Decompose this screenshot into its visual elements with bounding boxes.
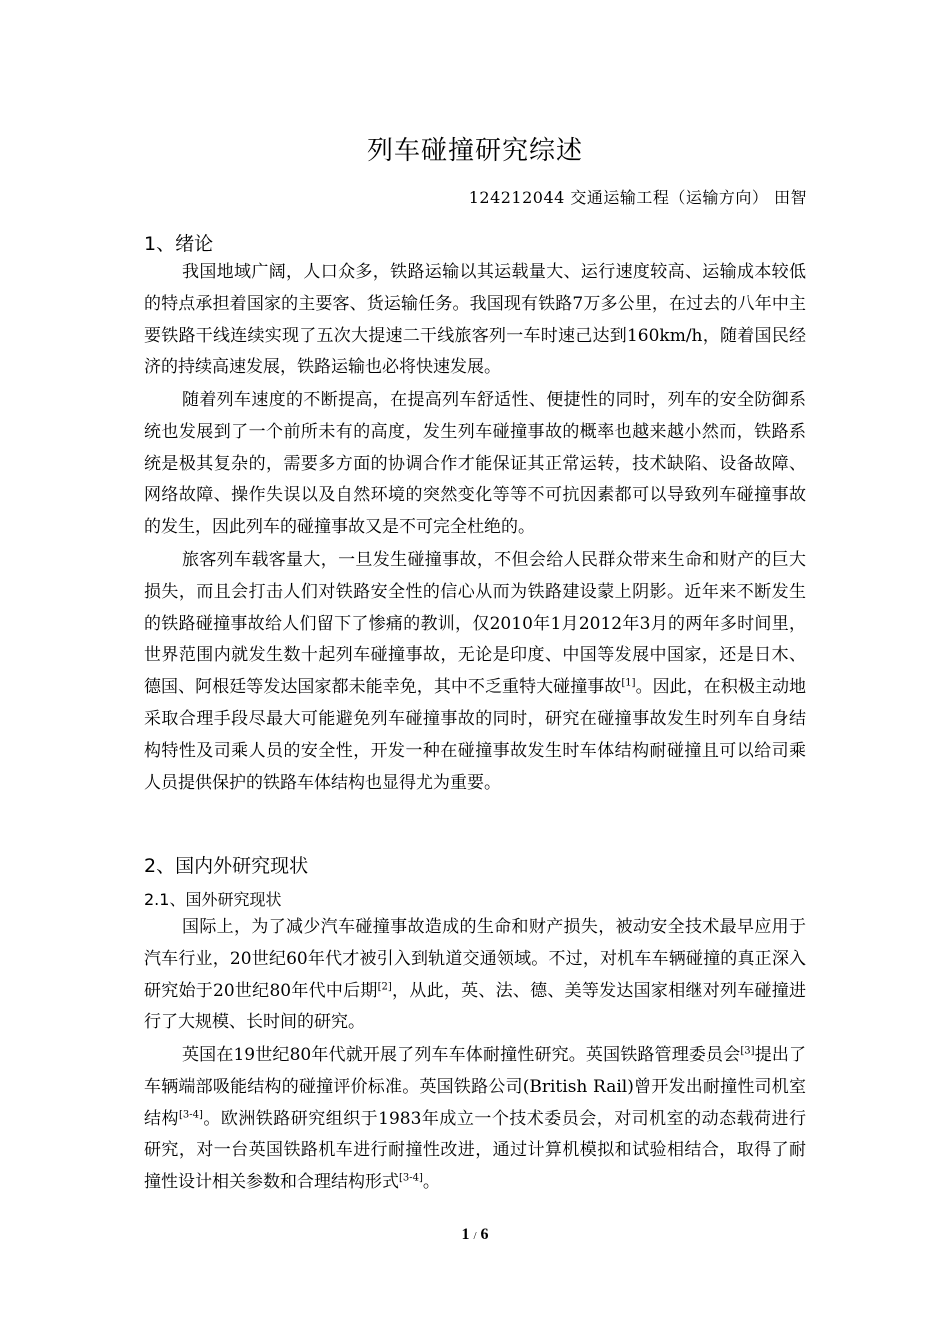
paragraph-2: 随着列车速度的不断提高，在提高列车舒适性、便捷性的同时，列车的安全防御系统也发展到了一个前所未有的高度，发生列车碰撞事故的概率也越来越小然而，铁路系统是极其复杂的，需要多方面的协调合作才能保证其正常运转，技术缺陷、设备故障、网络故障、操作失误以及自然环境的突然变化等等不可抗因素都可以导致列车碰撞事故的发生，因此列车的碰撞事故又是不可完全杜绝的。: [144, 390, 806, 538]
author-line: 124212044 交通运输工程（运输方向） 田智: [468, 188, 807, 207]
citation-ref: [3-4]: [399, 1172, 423, 1184]
document-title: 列车碰撞研究综述: [366, 136, 583, 166]
citation-ref: [1]: [621, 677, 636, 689]
subsection-heading-foreign: 2.1、国外研究现状: [144, 890, 282, 909]
paragraph-3: 旅客列车载客量大，一旦发生碰撞事故，不但会给人民群众带来生命和财产的巨大损失，而且会打击人们对铁路安全性的信心从而为铁路建设蒙上阴影。近年来不断发生的铁路碰撞事故给人们留下了惨痛的教训，仅2010年1月2012年3月的两年多时间里，世界范围内就发生数十起列车碰撞事故，无论是印度、中国等发展中国家，还是日木、德国、阿根廷等发达国家都未能幸免，其中不乏重特大碰撞事故[1]。因此，在积极主动地采取合理手段尽最大可能避免列车碰撞事故的同时，研究在碰撞事故发生时列车自身结构特性及司乘人员的安全性，开发一种在碰撞事故发生时车体结构耐碰撞且可以给司乘人员提供保护的铁路车体结构也显得尤为重要。: [144, 550, 807, 793]
paragraph-5: 英国在19世纪80年代就开展了列车车体耐撞性研究。英国铁路管理委员会[3]提出了车辆端部吸能结构的碰撞评价标准。英国铁路公司(British Rail)曾开发出耐撞性司机室结构[3-4]。欧洲铁路研究组织于1983年成立一个技术委员会，对司机室的动态载荷进行研究，对一台英国铁路机车进行耐撞性改进，通过计算机模拟和试验相结合，取得了耐撞性设计相关参数和合理结构形式[3-4]。: [144, 1045, 807, 1193]
paragraph-4: 国际上，为了减少汽车碰撞事故造成的生命和财产损失，被动安全技术最早应用于汽车行业，20世纪60年代才被引入到轨道交通领域。不过，对机车车辆碰撞的真正深入研究始于20世纪80年代中后期[2]，从此，英、法、德、美等发达国家相继对列车碰撞进行了大规模、长时间的研究。: [144, 917, 806, 1033]
page-number: 1 / 6: [461, 1226, 489, 1243]
paragraph-1: 我国地域广阔，人口众多，铁路运输以其运载量大、运行速度较高、运输成本较低的特点承担着国家的主要客、货运输任务。我国现有铁路7万多公里，在过去的八年中主要铁路干线连续实现了五次大提速二干线旅客列一车时速己达到160km/h，随着国民经济的持续高速发展，铁路运输也必将快速发展。: [144, 262, 806, 378]
citation-ref: [3-4]: [178, 1108, 203, 1120]
citation-ref: [3]: [740, 1045, 755, 1057]
section-heading-introduction: 1、绪论: [144, 233, 214, 255]
citation-ref: [2]: [377, 980, 392, 992]
section-heading-research-status: 2、国内外研究现状: [144, 855, 309, 877]
